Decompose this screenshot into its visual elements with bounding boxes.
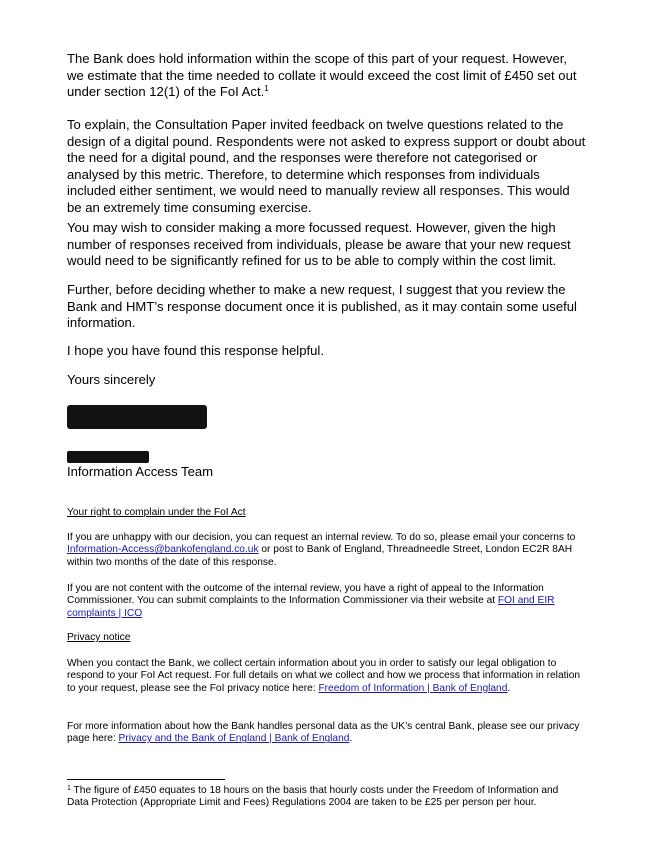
privacy-foi-text-before: When you contact the Bank, we collect certain information about you in order to satisfy our legal obligation to respond to your FoI Act request. For full details on what we collect and how we process that information in relation to your request, please see the FoI privacy notice here: [67,658,581,694]
paragraph-cost-limit-text: The Bank does hold information within the scope of this part of your request. However, we estimate that the time needed to collate it would exceed the cost limit of £450 set out under section 12(1) of the FoI Act. [67,51,577,100]
privacy-heading [67,632,581,644]
privacy-heading-text: Privacy notice [67,632,131,643]
paragraph-focussed-request [67,220,587,270]
foi-privacy-link[interactable]: Freedom of Information | Bank of England [318,682,508,694]
footnote-ref: 1 [264,84,269,94]
privacy-central-bank-text-after: . [349,733,353,745]
paragraph-review-document-text: Further, before deciding whether to make a new request, I suggest that you review the Bank and HMT’s response document once it is published, as it may contain some useful information. [67,282,577,331]
closing-text: Yours sincerely [67,372,156,387]
privacy-paragraph-foi [67,658,581,695]
privacy-paragraph-central-bank [67,721,581,746]
privacy-foi-text-after: . [507,682,511,694]
footnote [67,785,577,810]
complaints-paragraph-review [67,532,581,569]
paragraph-focussed-request-text: You may wish to consider making a more focussed request. However, given the high number of responses received from individuals, please be aware that your new request would need to be significantly refined for us to be able to comply within the cost limit. [67,220,571,269]
complaints-heading [67,507,581,519]
privacy-page-link[interactable]: Privacy and the Bank of England | Bank of England [118,733,350,745]
footnote-divider [67,779,225,780]
redacted-name [67,451,149,463]
redacted-signature [67,405,207,429]
complaints-review-text-before: If you are unhappy with our decision, you can request an internal review. To do so, please email your concerns to [67,532,576,543]
team-name: Information Access Team [67,464,214,479]
email-link[interactable]: Information-Access@bankofengland.co.uk [67,544,259,556]
paragraph-review-document [67,282,587,332]
paragraph-helpful-text: I hope you have found this response helpful. [67,343,324,358]
complaints-paragraph-appeal [67,583,581,620]
footnote-text: The figure of £450 equates to 18 hours on the basis that hourly costs under the Freedom of Information and Data Protection (Appropriate Limit and Fees) Regulations 2004 are taken to be £25 per person per hour. [67,785,559,809]
complaints-review-text-after: or post to Bank of England, Threadneedle Street, London EC2R 8AH within two months of the date of this response. [67,544,573,568]
privacy-central-bank-text-before: For more information about how the Bank handles personal data as the UK’s central Bank, please see our privacy page here: [67,721,580,745]
paragraph-cost-limit [67,51,587,101]
paragraph-explanation-text: To explain, the Consultation Paper invited feedback on twelve questions related to the design of a digital pound. Respondents were not asked to express support or doubt about the need for a digital pound, and the responses were therefore not categorised or analysed by this metric. Therefore, to determine which responses from individuals included either sentiment, we would need to manually review all responses. This would be an extremely time consuming exercise. [67,117,586,215]
footnote-number: 1 [67,785,71,792]
ico-complaints-link[interactable]: FOI and EIR complaints | ICO [67,595,555,619]
complaints-appeal-text: If you are not content with the outcome of the internal review, you have a right of appeal to the Information Commissioner. You can submit complaints to the Information Commissioner via their website at [67,583,544,607]
complaints-heading-text: Your right to complain under the FoI Act [67,507,246,518]
paragraph-helpful [67,343,587,360]
closing [67,372,587,389]
paragraph-explanation [67,117,587,217]
